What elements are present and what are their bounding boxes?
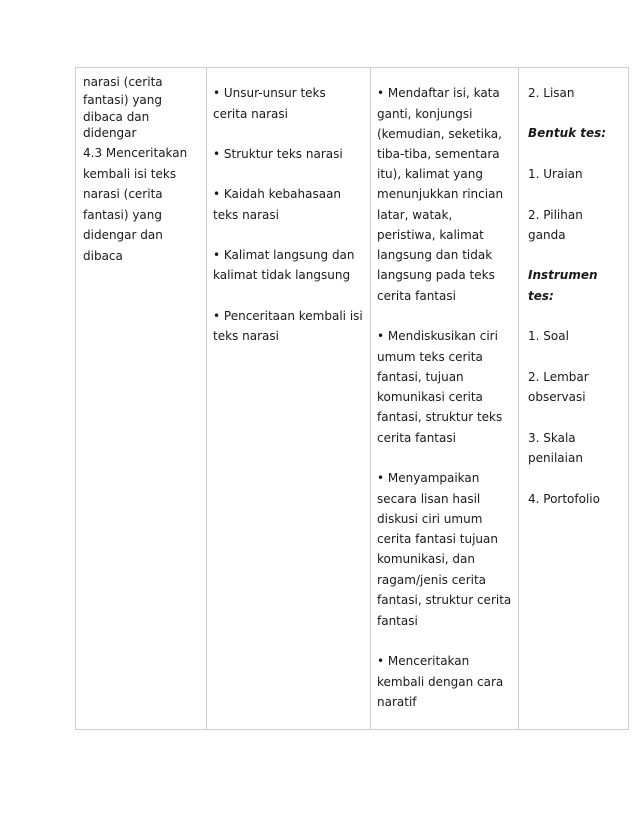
- list-item: naratif: [377, 695, 417, 709]
- table-cell-assessment: [519, 68, 629, 729]
- list-item: ragam/jenis cerita: [377, 573, 487, 587]
- table-text: fantasi) yang: [83, 93, 163, 107]
- table-cell-activities: [371, 68, 519, 729]
- table-text: Instrumen: [528, 268, 598, 282]
- table-text: didengar dan: [83, 228, 163, 242]
- list-item: komunikasi, dan: [377, 552, 475, 566]
- list-item: • Struktur teks narasi: [213, 147, 343, 161]
- list-item: fantasi, tujuan: [377, 370, 464, 384]
- table-text: Bentuk tes:: [528, 126, 607, 140]
- table-text: didengar: [83, 126, 137, 140]
- list-item: kalimat tidak langsung: [213, 268, 351, 282]
- list-item: kembali dengan cara: [377, 675, 504, 689]
- list-item: cerita fantasi: [377, 431, 456, 445]
- list-item: ganti, konjungsi: [377, 107, 473, 121]
- table-text: dibaca dan: [83, 110, 150, 124]
- list-item: • Penceritaan kembali isi: [213, 309, 363, 323]
- list-item: fantasi, struktur teks: [377, 410, 503, 424]
- list-item: tiba-tiba, sementara: [377, 147, 500, 161]
- list-item: diskusi ciri umum: [377, 512, 483, 526]
- table-text: fantasi) yang: [83, 208, 163, 222]
- list-item: fantasi, struktur cerita: [377, 593, 512, 607]
- list-item: cerita narasi: [213, 107, 288, 121]
- table-text: 2. Lisan: [528, 86, 575, 100]
- table-text: narasi (cerita: [83, 187, 163, 201]
- list-item: fantasi: [377, 614, 418, 628]
- table-text: 2. Pilihan: [528, 208, 583, 222]
- list-item: itu), kalimat yang: [377, 167, 483, 181]
- list-item: langsung dan tidak: [377, 248, 493, 262]
- list-item: peristiwa, kalimat: [377, 228, 484, 242]
- list-item: secara lisan hasil: [377, 492, 481, 506]
- table-text: 4.3 Menceritakan: [83, 146, 188, 160]
- list-item: • Unsur-unsur teks: [213, 86, 326, 100]
- list-item: menunjukkan rincian: [377, 187, 504, 201]
- list-item: cerita fantasi: [377, 289, 456, 303]
- list-item: • Mendaftar isi, kata: [377, 86, 500, 100]
- list-item: langsung pada teks: [377, 268, 495, 282]
- table-text: ganda: [528, 228, 566, 242]
- table-text: 2. Lembar: [528, 370, 589, 384]
- table-cell-material: [207, 68, 371, 729]
- list-item: teks narasi: [213, 329, 279, 343]
- list-item: • Menyampaikan: [377, 471, 480, 485]
- table-text: observasi: [528, 390, 586, 404]
- table-text: kembali isi teks: [83, 167, 177, 181]
- list-item: • Menceritakan: [377, 654, 470, 668]
- table-text: 1. Soal: [528, 329, 569, 343]
- table-cell-competency: [76, 68, 207, 729]
- list-item: latar, watak,: [377, 208, 453, 222]
- list-item: cerita fantasi tujuan: [377, 532, 498, 546]
- list-item: komunikasi cerita: [377, 390, 483, 404]
- list-item: • Kalimat langsung dan: [213, 248, 355, 262]
- table-text: tes:: [528, 289, 554, 303]
- content-table: [75, 67, 629, 730]
- list-item: • Mendiskusikan ciri: [377, 329, 498, 343]
- list-item: (kemudian, seketika,: [377, 127, 502, 141]
- table-text: 3. Skala: [528, 431, 576, 445]
- table-text: 1. Uraian: [528, 167, 583, 181]
- table-text: penilaian: [528, 451, 583, 465]
- list-item: • Kaidah kebahasaan: [213, 187, 342, 201]
- table-text: dibaca: [83, 249, 123, 263]
- list-item: umum teks cerita: [377, 350, 483, 364]
- list-item: teks narasi: [213, 208, 279, 222]
- table-text: narasi (cerita: [83, 75, 163, 89]
- table-text: 4. Portofolio: [528, 492, 600, 506]
